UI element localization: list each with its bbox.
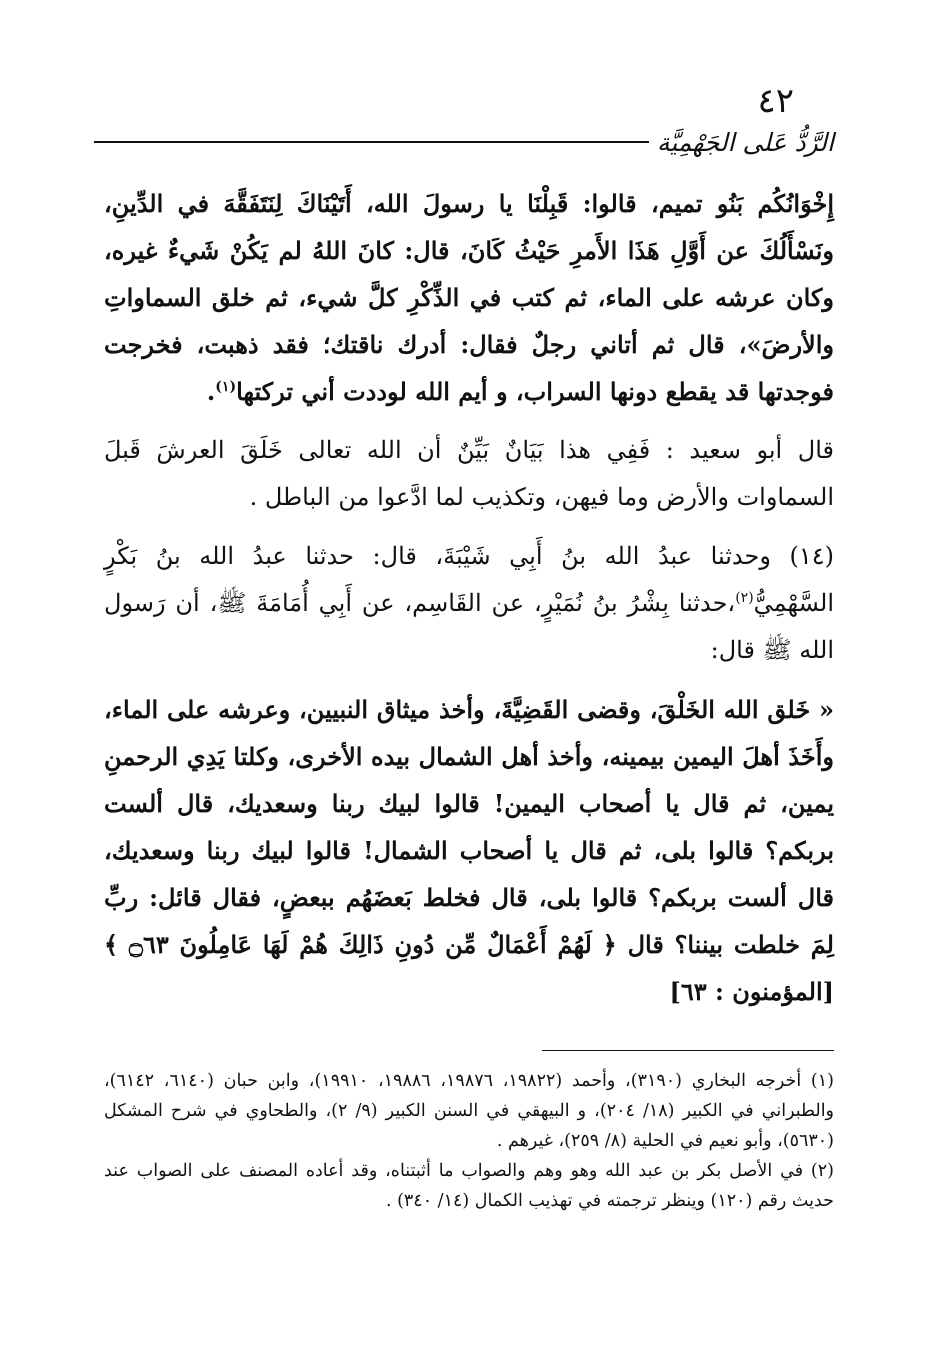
- hadith-continuation-paragraph: [104, 180, 834, 415]
- verse-citation: [المؤمنون : ٦٣]: [669, 977, 834, 1006]
- isnad-paragraph: [104, 533, 834, 674]
- paragraph-text: إِخْوَانُكُم بَنُو تميم، قالوا: قَبِلْنَا يا رسولَ الله، أَتَيْنَاكَ لِنَتَفَقَّهَ في الدِّينِ، ونَسْأَلُكَ عن أَوَّلِ هَذَا الأَمرِ حَيْثُ كَانَ، قال: كانَ اللهُ لم يَكُنْ شَيءٌ غيره، وكان عرشه على الماء، ثم كتب في الذِّكْرِ كلَّ شيء، ثم خلق السماواتِ والأرضَ»، قال ثم أتاني رجلٌ فقال: أدرك ناقتك؛ فقد ذهبت، فخرجت فوجدتها قد يقطع دونها السراب، و أيم الله لوددت أني تركتها: [104, 189, 835, 406]
- header-rule: [94, 141, 649, 143]
- paragraph-text: قال أبو سعيد : فَفِي هذا بَيَانٌ بَيِّنٌ أن الله تعالى خَلَقَ العرشَ قَبلَ السماوات والأرض وما فيهن، وتكذيب لما ادَّعوا من الباطل .: [104, 436, 834, 511]
- commentary-paragraph: [104, 427, 834, 521]
- quran-verse: ﴿ لَهُمْ أَعْمَالٌ مِّن دُونِ ذَالِكَ هُمْ لَهَا عَامِلُونَ ۝٦٣ ﴾: [104, 930, 617, 959]
- page-number: ٤٢: [757, 81, 794, 121]
- footnotes: [104, 1066, 834, 1216]
- footnote-2: (٢) في الأصل بكر بن عبد الله وهو وهم والصواب ما أثبتناه، وقد أعاده المصنف على الصواب عند حديث رقم (١٢٠) وينظر ترجمته في تهذيب الكمال (١٤/ ٣٤٠) .: [104, 1161, 834, 1211]
- hadith-text-paragraph: [104, 686, 834, 1015]
- paragraph-text: « خَلق الله الخَلْقَ، وقضى القَضِيَّةَ، وأخذ ميثاق النبيين، وعرشه على الماء، وأَخَذَ أهلَ اليمين بيمينه، وأخذ أهل الشمال بيده الأخرى، وكلتا يَدِي الرحمنِ يمين، ثم قال يا أصحاب اليمين! قالوا لبيك ربنا وسعديك، قال ألست بربكم؟ قالوا بلى، ثم قال يا أصحاب الشمال! قالوا لبيك ربنا وسعديك، قال ألست بربكم؟ قالوا بلى، قال فخلط بَعضَهُم ببعضٍ، فقال قائل: ربِّ لِمَ خلطت بيننا؟ قال: [104, 695, 834, 959]
- paragraph-end: .: [206, 377, 216, 406]
- isnad-part-1: (١٤) وحدثنا عبدُ الله بنُ أَبِي شَيْبَةَ، قال: حدثنا عبدُ الله بنُ بَكْرٍ السَّهْمِيُّ: [104, 542, 834, 617]
- isnad-part-2: ،حدثنا بِشْرُ بنُ نُمَيْرٍ، عن القَاسِم، عن أَبِي أُمَامَةَ ﷺ، أن رَسول الله ﷺ قال:: [104, 589, 834, 664]
- footnote-ref-2: (٢): [735, 590, 754, 606]
- running-title: الرَّدُّ عَلى الجَهْمِيَّة: [656, 127, 834, 157]
- footnote-rule: [542, 1050, 834, 1051]
- footnote-1: (١) أخرجه البخاري (٣١٩٠)، وأحمد (١٩٨٢٢، ١٩٨٧٦، ١٩٨٨٦، ١٩٩١٠)، وابن حبان (٦١٤٠، ٦١٤٢)، والطبراني في الكبير (١٨/ ٢٠٤)، و البيهقي في السنن الكبير (٩/ ٢)، والطحاوي في شرح المشكل (٥٦٣٠)، وأبو نعيم في الحلية (٨/ ٢٥٩)، غيرهم .: [104, 1071, 835, 1151]
- main-text: [104, 180, 834, 1027]
- running-header: [94, 120, 834, 164]
- footnote-ref-1: (١): [215, 379, 237, 395]
